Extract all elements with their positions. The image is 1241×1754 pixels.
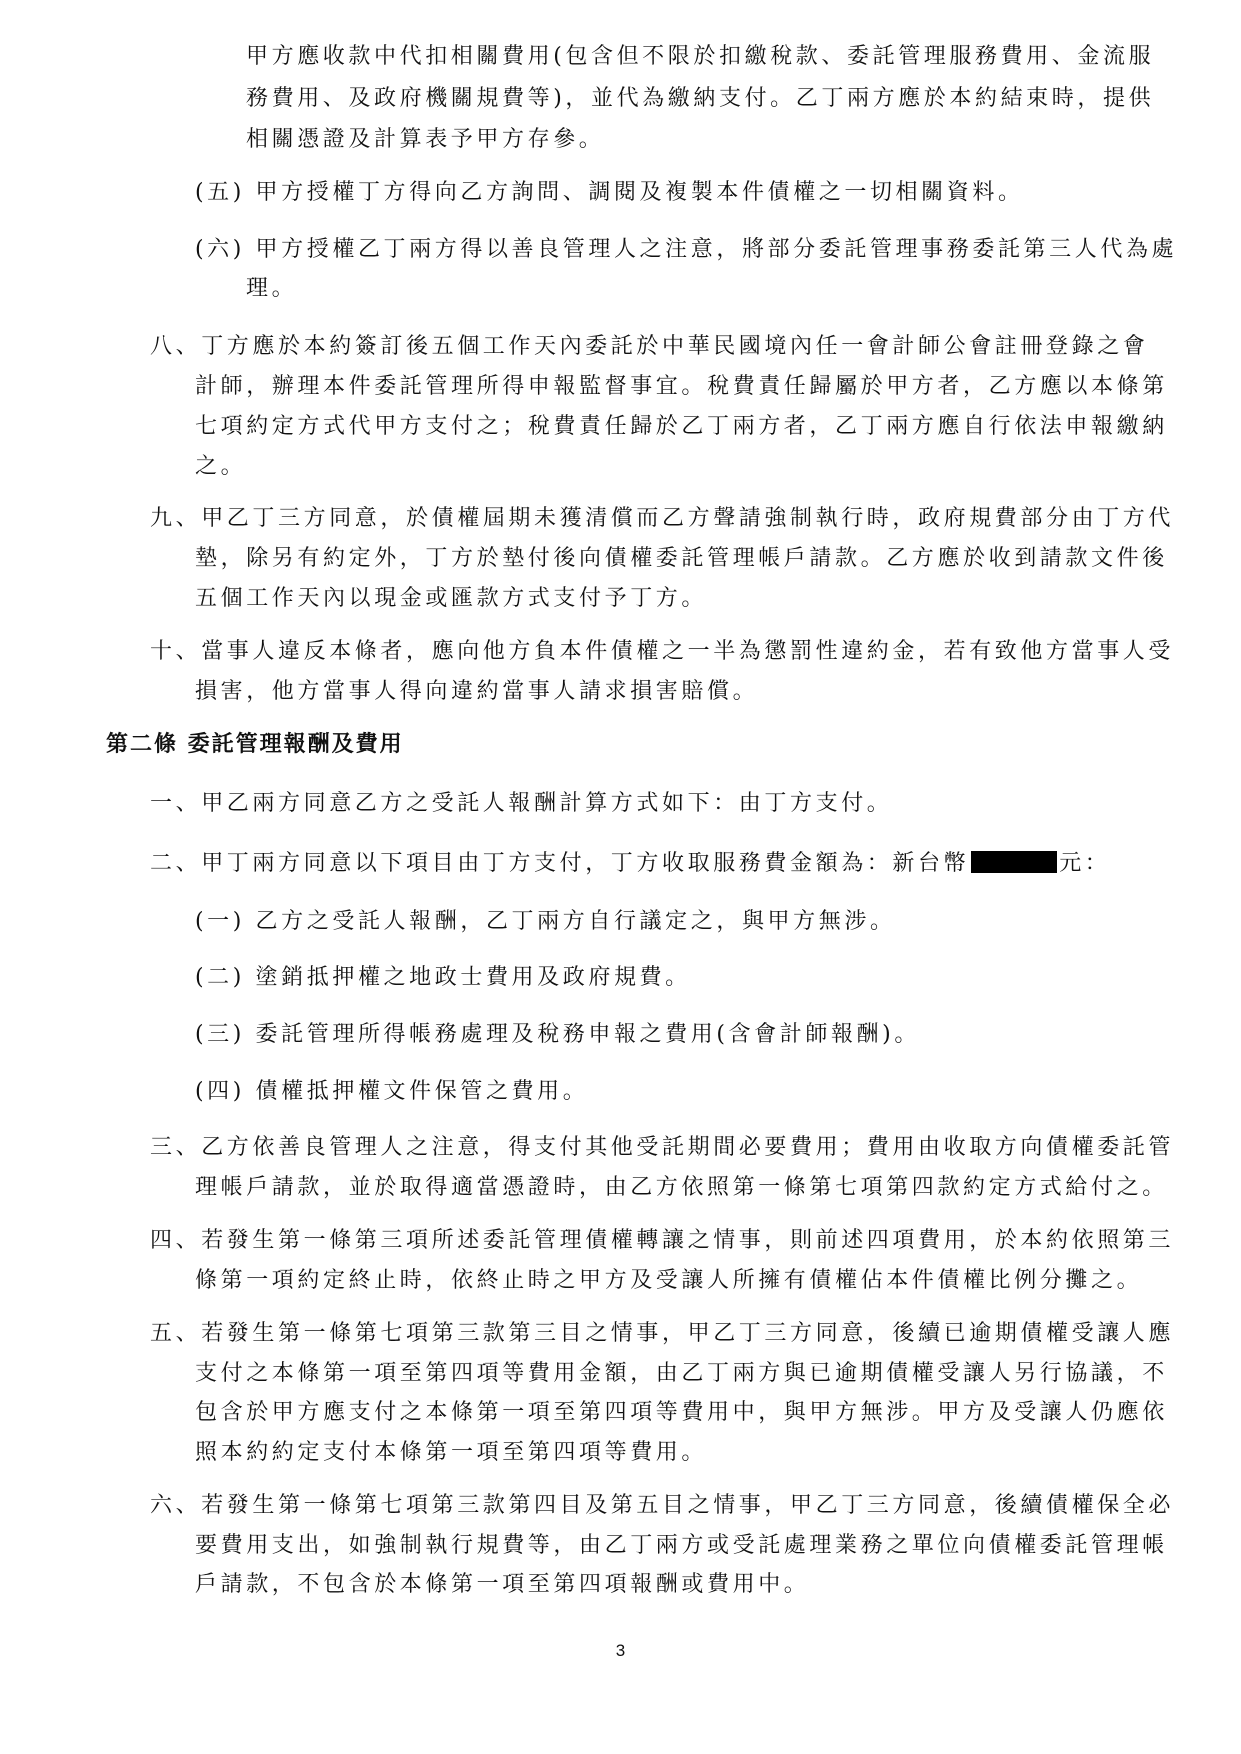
text-line: 甲方應收款中代扣相關費用(包含但不限於扣繳稅款、委託管理服務費用、金流服 (246, 44, 1155, 69)
text-line: 六、若發生第一條第七項第三款第四目及第五目之情事，甲乙丁三方同意，後續債權保全必 (150, 1493, 1175, 1518)
text-line: 照本約約定支付本條第一項至第四項等費用。 (195, 1440, 708, 1465)
text-line: 損害，他方當事人得向違約當事人請求損害賠償。 (195, 679, 759, 704)
text-line: (三) 委託管理所得帳務處理及稅務申報之費用(含會計師報酬)。 (195, 1022, 920, 1047)
text-segment: 元： (1059, 851, 1111, 876)
text-line: 三、乙方依善良管理人之注意，得支付其他受託期間必要費用；費用由收取方向債權委託管 (150, 1135, 1175, 1160)
text-line: (六) 甲方授權乙丁兩方得以善良管理人之注意，將部分委託管理事務委託第三人代為處 (195, 237, 1178, 262)
text-line: 四、若發生第一條第三項所述委託管理債權轉讓之情事，則前述四項費用，於本約依照第三 (150, 1228, 1175, 1253)
text-line: (一) 乙方之受託人報酬，乙丁兩方自行議定之，與甲方無涉。 (195, 909, 896, 934)
text-line: 務費用、及政府機關規費等)，並代為繳納支付。乙丁兩方應於本約結束時，提供 (246, 86, 1155, 111)
page-number: 3 (615, 1641, 626, 1660)
text-line: 計師，辦理本件委託管理所得申報監督事宜。稅費責任歸屬於甲方者，乙方應以本條第 (195, 374, 1168, 399)
text-line: 條第一項約定終止時，依終止時之甲方及受讓人所擁有債權佔本件債權比例分攤之。 (195, 1268, 1143, 1293)
text-line: 七項約定方式代甲方支付之；稅費責任歸於乙丁兩方者，乙丁兩方應自行依法申報繳納 (195, 414, 1168, 439)
text-line: 八、丁方應於本約簽訂後五個工作天內委託於中華民國境內任一會計師公會註冊登錄之會 (150, 334, 1149, 359)
text-line: 相關憑證及計算表予甲方存參。 (246, 127, 605, 152)
text-line: 五、若發生第一條第七項第三款第三目之情事，甲乙丁三方同意，後續已逾期債權受讓人應 (150, 1321, 1175, 1346)
section-heading: 第二條 委託管理報酬及費用 (106, 732, 404, 757)
text-line: (四) 債權抵押權文件保管之費用。 (195, 1079, 589, 1104)
text-line: 一、甲乙兩方同意乙方之受託人報酬計算方式如下：由丁方支付。 (150, 791, 893, 816)
text-line: 支付之本條第一項至第四項等費用金額，由乙丁兩方與已逾期債權受讓人另行協議，不 (195, 1361, 1168, 1386)
redaction-block (971, 851, 1057, 873)
text-line: 九、甲乙丁三方同意，於債權屆期未獲清償而乙方聲請強制執行時，政府規費部分由丁方代 (150, 506, 1175, 531)
text-line: 包含於甲方應支付之本條第一項至第四項等費用中，與甲方無涉。甲方及受讓人仍應依 (195, 1400, 1168, 1425)
text-segment: 二、甲丁兩方同意以下項目由丁方支付，丁方收取服務費金額為：新台幣 (150, 851, 970, 876)
text-line (150, 849, 1110, 879)
text-line: 五個工作天內以現金或匯款方式支付予丁方。 (195, 586, 708, 611)
text-line: (五) 甲方授權丁方得向乙方詢問、調閱及複製本件債權之一切相關資料。 (195, 180, 1024, 205)
text-line: 理。 (246, 276, 298, 301)
text-line: (二) 塗銷抵押權之地政士費用及政府規費。 (195, 965, 691, 990)
text-line: 墊，除另有約定外，丁方於墊付後向債權委託管理帳戶請款。乙方應於收到請款文件後 (195, 546, 1168, 571)
text-line: 十、當事人違反本條者，應向他方負本件債權之一半為懲罰性違約金，若有致他方當事人受 (150, 639, 1175, 664)
text-line: 之。 (195, 454, 247, 479)
text-line: 戶請款，不包含於本條第一項至第四項報酬或費用中。 (195, 1572, 810, 1597)
text-line: 要費用支出，如強制執行規費等，由乙丁兩方或受託處理業務之單位向債權委託管理帳 (195, 1533, 1168, 1558)
text-line: 理帳戶請款，並於取得適當憑證時，由乙方依照第一條第七項第四款約定方式給付之。 (195, 1175, 1168, 1200)
